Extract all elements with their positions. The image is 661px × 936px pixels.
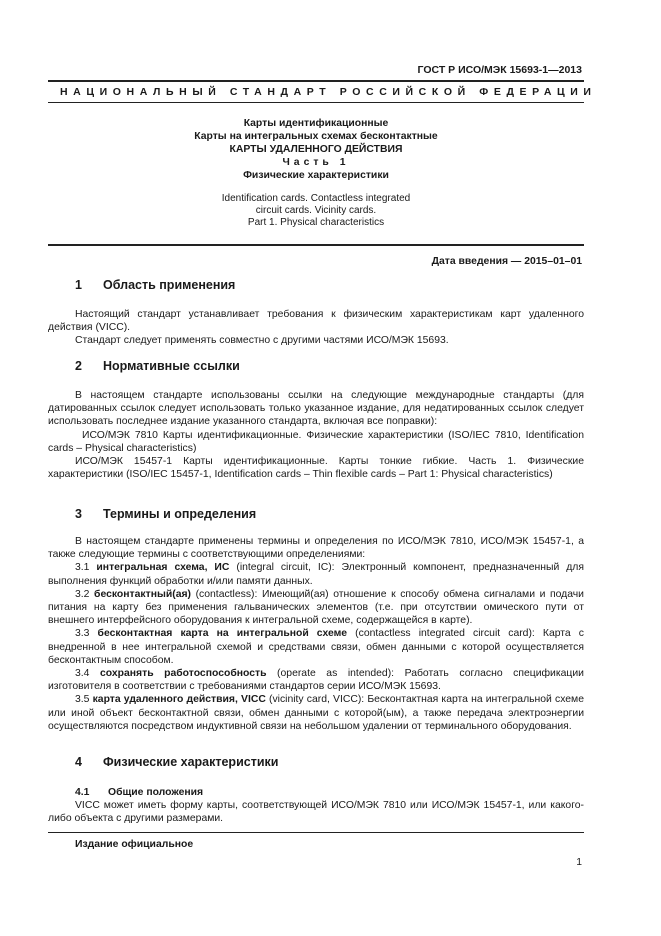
subsection-4-1-heading <box>75 786 203 799</box>
reference-item: ИСО/МЭК 7810 Карты идентификационные. Физические характеристики (ISO/IEC 7810, Identification cards – Physical characteristics) <box>48 429 584 454</box>
section-title: Область применения <box>103 278 236 292</box>
term-number: 3.3 <box>75 628 98 640</box>
section-number: 1 <box>75 278 82 292</box>
header-rule-bottom <box>48 102 584 103</box>
title-subtitle: Физические характеристики <box>243 170 389 181</box>
section-1-body <box>48 308 584 348</box>
russian-title-block <box>48 117 584 182</box>
title-line-3: КАРТЫ УДАЛЕННОГО ДЕЙСТВИЯ <box>229 144 403 155</box>
term-definition: (vicinity card, VICC): Бесконтактная карта на интегральной схеме или иной объект бесконтактной связи, обмен данными с которой(ым), а также передача электроэнергии осуществляются посредством индуктивной связи на небольшом удалении от терминального оборудования. <box>48 694 584 732</box>
english-title-line-1: Identification cards. Contactless integrated <box>221 193 411 204</box>
section-3-heading <box>75 508 256 521</box>
term-definition: (integral circuit, IC): Электронный компонент, предназначенный для выполнения функций обработки и/или памяти данных. <box>48 562 584 587</box>
title-separator-rule <box>48 244 584 246</box>
term-3-3 <box>48 627 584 667</box>
paragraph: Настоящий стандарт устанавливает требования к физическим характеристикам карт удаленного действия (VICC). <box>48 309 584 334</box>
section-title: Физические характеристики <box>103 755 279 769</box>
subsection-title: Общие положения <box>108 787 204 798</box>
term-3-5 <box>48 693 584 733</box>
footer-rule <box>48 832 584 833</box>
english-title-block <box>48 193 584 229</box>
reference-item: ИСО/МЭК 15457-1 Карты идентификационные. Карты тонкие гибкие. Часть 1. Физические характеристики (ISO/IEC 15457-1, Identification cards – Thin flexible cards – Part 1: Physical characteristics) <box>48 456 584 481</box>
section-title: Термины и определения <box>103 507 257 521</box>
title-line-1: Карты идентификационные <box>243 118 389 129</box>
term-number: 3.1 <box>75 562 97 574</box>
term-name: карта удаленного действия, VICC <box>92 694 266 706</box>
section-number: 3 <box>75 507 82 521</box>
term-definition: (operate as intended): Работать согласно спецификации изготовителя в соответствии с требованиями стандартов серии ИСО/МЭК 15693. <box>48 668 584 693</box>
english-title-line-3: Part 1. Physical characteristics <box>247 217 385 228</box>
term-number: 3.4 <box>75 668 100 680</box>
paragraph: VICC может иметь форму карты, соответствующей ИСО/МЭК 7810 или ИСО/МЭК 15457-1, или какого-либо объекта с другими размерами. <box>48 800 584 825</box>
section-4-body <box>48 799 584 825</box>
subsection-number: 4.1 <box>75 787 90 798</box>
paragraph: В настоящем стандарте применены термины и определения по ИСО/МЭК 7810, ИСО/МЭК 15457-1, а также следующие термины с соответствующими определениями: <box>48 536 584 561</box>
section-1-heading <box>75 279 235 292</box>
section-3-body <box>48 535 584 733</box>
english-title-line-2: circuit cards. Vicinity cards. <box>255 205 377 216</box>
title-line-2: Карты на интегральных схемах бесконтактные <box>194 131 438 142</box>
title-part: Часть 1 <box>282 157 350 168</box>
term-name: бесконтактный(ая) <box>94 588 192 600</box>
term-name: бесконтактная карта на интегральной схеме <box>97 628 348 640</box>
section-2-heading <box>75 360 240 373</box>
term-number: 3.2 <box>75 588 95 600</box>
term-number: 3.5 <box>75 694 93 706</box>
term-3-2 <box>48 588 584 628</box>
section-2-body <box>48 389 584 481</box>
page-number: 1 <box>576 857 582 868</box>
term-3-1 <box>48 561 584 587</box>
paragraph: В настоящем стандарте использованы ссылки на следующие международные стандарты (для датированных ссылок следует использовать только указанное издание, для недатированных ссылок следует использовать последнее издание указанного стандарта, включая все поправки): <box>48 390 584 428</box>
section-title: Нормативные ссылки <box>103 359 240 373</box>
official-edition-label: Издание официальное <box>75 839 194 850</box>
term-definition: (contactless integrated circuit card): Карта с внедренной в нее интегральной схемой и средствами связи, обмен данными с которой осуществляется бесконтактным способом. <box>48 628 584 666</box>
header-rule-top <box>48 80 584 82</box>
national-standard-banner: НАЦИОНАЛЬНЫЙ СТАНДАРТ РОССИЙСКОЙ ФЕДЕРАЦИИ <box>60 86 597 98</box>
section-number: 4 <box>75 755 82 769</box>
section-number: 2 <box>75 359 82 373</box>
term-3-4 <box>48 667 584 693</box>
document-code: ГОСТ Р ИСО/МЭК 15693-1—2013 <box>417 64 582 76</box>
term-definition: (contactless): Имеющий(ая) отношение к способу обмена сигналами и подачи питания на карту без применения гальванических элементов (т.е. при отсутствии омического пути от внешнего интерфейсного оборудования к интегральной схеме, содержащейся в карте). <box>48 588 584 627</box>
term-name: интегральная схема, ИС <box>96 562 230 574</box>
term-name: сохранять работоспособность <box>100 668 267 680</box>
section-4-heading <box>75 756 278 769</box>
introduction-date: Дата введения — 2015–01–01 <box>431 256 582 267</box>
paragraph: Стандарт следует применять совместно с другими частями ИСО/МЭК 15693. <box>75 335 449 347</box>
